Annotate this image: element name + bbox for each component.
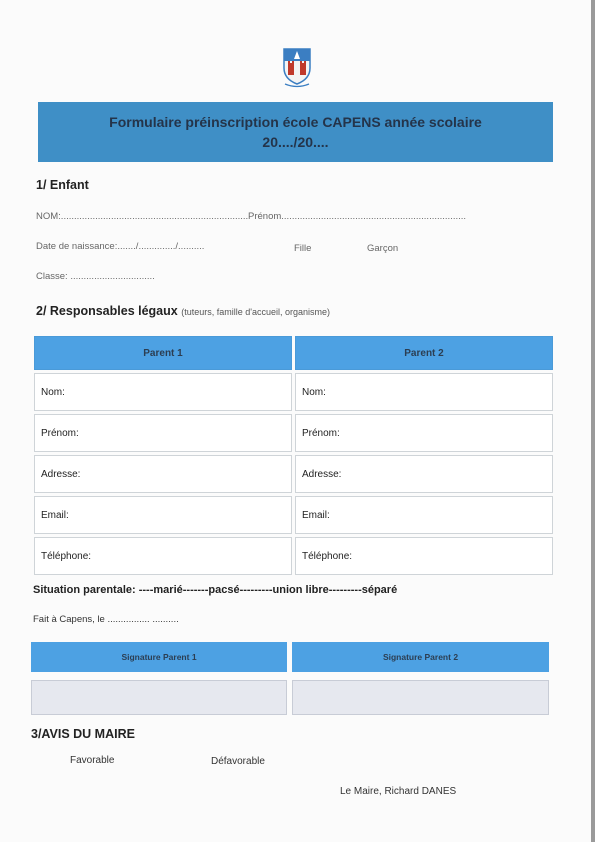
child-nom-field[interactable]: NOM:....................................................................... <box>36 211 249 222</box>
parent1-adresse-cell[interactable]: Adresse: <box>34 455 292 493</box>
maire-signature-line: Le Maire, Richard DANES <box>340 786 457 797</box>
parent2-email-cell[interactable]: Email: <box>295 496 553 534</box>
signature-parent2-box[interactable] <box>292 680 549 715</box>
form-title-line1: Formulaire préinscription école CAPENS année scolaire <box>109 114 482 130</box>
parent1-telephone-cell[interactable]: Téléphone: <box>34 537 292 575</box>
parent1-header: Parent 1 <box>34 336 292 370</box>
signature-parent2-header: Signature Parent 2 <box>292 642 549 672</box>
parent2-header: Parent 2 <box>295 336 553 370</box>
section-responsables-label: 2/ Responsables légaux <box>36 304 178 318</box>
situation-parentale[interactable]: Situation parentale: ----marié-------pacsé---------union libre---------séparé <box>33 584 398 596</box>
child-garcon-option[interactable]: Garçon <box>367 243 399 254</box>
avis-favorable-option[interactable]: Favorable <box>70 755 115 766</box>
child-birthdate-field[interactable]: Date de naissance:......./............../.......... <box>36 241 205 252</box>
parent2-adresse-cell[interactable]: Adresse: <box>295 455 553 493</box>
section-avis-maire-title: 3/AVIS DU MAIRE <box>31 727 135 741</box>
parent1-email-cell[interactable]: Email: <box>34 496 292 534</box>
signature-parent1-header: Signature Parent 1 <box>31 642 287 672</box>
child-fille-option[interactable]: Fille <box>294 243 312 254</box>
section-enfant-title: 1/ Enfant <box>36 178 89 192</box>
parent2-nom-cell[interactable]: Nom: <box>295 373 553 411</box>
capens-crest-logo <box>281 46 313 88</box>
avis-defavorable-option[interactable]: Défavorable <box>211 756 265 767</box>
child-prenom-field[interactable]: Prénom...................................................................... <box>248 211 467 222</box>
parents-table <box>31 333 556 578</box>
parent1-nom-cell[interactable]: Nom: <box>34 373 292 411</box>
form-title-banner <box>38 102 553 162</box>
fait-a-capens-field[interactable]: Fait à Capens, le ................ .......... <box>33 614 179 625</box>
child-classe-field[interactable]: Classe: ................................ <box>36 271 155 282</box>
signature-parent1-box[interactable] <box>31 680 287 715</box>
section-responsables-subtitle: (tuteurs, famille d'accueil, organisme) <box>181 307 330 317</box>
parent2-telephone-cell[interactable]: Téléphone: <box>295 537 553 575</box>
parent1-prenom-cell[interactable]: Prénom: <box>34 414 292 452</box>
form-title-line2: 20..../20.... <box>262 134 329 150</box>
parent2-prenom-cell[interactable]: Prénom: <box>295 414 553 452</box>
section-responsables-title <box>36 304 330 318</box>
scan-edge <box>591 0 595 842</box>
